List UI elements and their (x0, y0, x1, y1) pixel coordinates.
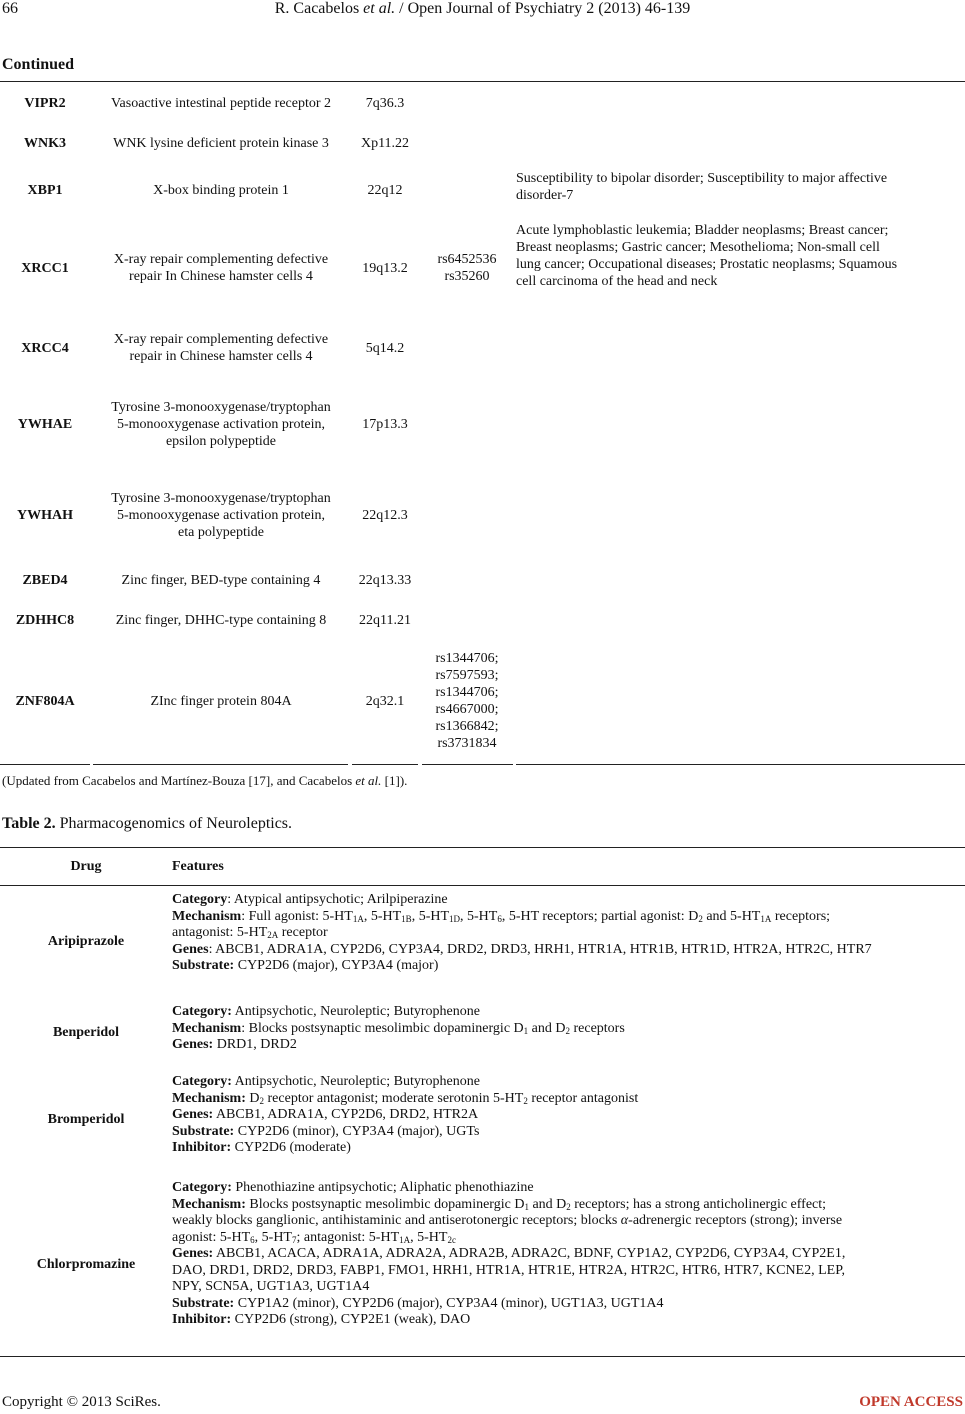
table1-top-rule (0, 81, 965, 82)
gene-locus: 19q13.2 (362, 260, 408, 276)
table1-bottom-rule-3 (352, 764, 418, 765)
gene-snps: rs6452536 rs35260 (437, 252, 497, 284)
table2-col-features: Features (172, 859, 224, 874)
feature-line: Inhibitor: CYP2D6 (moderate) (172, 1140, 351, 1155)
gene-locus: 7q36.3 (365, 95, 405, 111)
page-number: 66 (2, 0, 18, 17)
feature-line: Inhibitor: CYP2D6 (strong), CYP2E1 (weak), DAO (172, 1312, 471, 1327)
table1-bottom-rule-1 (0, 764, 90, 765)
table2-caption-text: Pharmacogenomics of Neuroleptics. (59, 815, 293, 832)
gene-snps: rs1344706; rs7597593; rs1344706; rs4667000; rs1366842; rs3731834 (435, 651, 499, 751)
feature-line: Mechanism: Blocks postsynaptic mesolimbic dopaminergic $D_1$ and $D_2$ receptors (172, 1020, 625, 1036)
feature-line: Substrate: CYP1A2 (minor), CYP2D6 (major), CYP3A4 (minor), UGT1A3, UGT1A4 (172, 1295, 664, 1311)
feature-line: Mechanism: Full agonist: $5-HT_{1A}$, $5-HT_{1B}$, $5-HT_{1D}$, $5-HT_6$, 5-HT receptors; partial agonist: $D_2$ and $5-HT_{1A}$ receptors; (172, 908, 831, 924)
gene-locus: 17p13.3 (362, 416, 408, 432)
gene-name: Tyrosine 3-monooxygenase/tryptophan 5-monooxygenase activation protein, epsilon polypeptide (111, 399, 331, 449)
gene-locus: Xp11.22 (360, 135, 410, 151)
table2-caption-label: Table 2. (2, 815, 56, 832)
gene-symbol: ZBED4 (22, 572, 68, 588)
gene-name: Zinc finger, BED-type containing 4 (121, 572, 321, 588)
table1-row (0, 560, 965, 600)
feature-line: NPY, SCN5A, UGT1A3, UGT1A4 (172, 1279, 370, 1294)
table1-bottom-rule-2 (93, 764, 348, 765)
gene-locus: 22q13.33 (358, 572, 412, 588)
gene-symbol: YWHAH (17, 507, 73, 523)
gene-symbol: VIPR2 (24, 95, 66, 111)
table1-bottom-rule-4 (422, 764, 513, 765)
drug-features (172, 1180, 962, 1329)
gene-symbol: YWHAE (17, 416, 73, 432)
feature-line: Genes: ABCB1, ADRA1A, CYP2D6, CYP3A4, DRD2, DRD3, HRH1, HTR1A, HTR1B, HTR1D, HTR2A, HTR2C, HTR7 (172, 941, 872, 957)
drug-features (172, 892, 962, 975)
gene-disease: Acute lymphoblastic leukemia; Bladder neoplasms; Breast cancer; Breast neoplasms; Gastric cancer; Mesothelioma; Non-small cell lung cancer; Occupational diseases; Prostatic neoplasms; Squamous cell carcinoma of the head and neck (516, 223, 898, 289)
copyright: Copyright © 2013 SciRes. (2, 1394, 161, 1410)
feature-line: agonist: $5-HT_6$, $5-HT_7$; antagonist: $5-HT_{1A}$, $5-HT_{2c}$ (172, 1229, 456, 1245)
gene-locus: 2q32.1 (365, 693, 405, 709)
gene-disease: Susceptibility to bipolar disorder; Susceptibility to major affective disorder-7 (516, 171, 888, 203)
feature-line: Genes: ABCB1, ACACA, ADRA1A, ADRA2A, ADRA2B, ADRA2C, BDNF, CYP1A2, CYP2D6, CYP3A4, CYP2E1, (172, 1246, 846, 1261)
gene-symbol: XRCC4 (21, 340, 69, 356)
gene-locus: 5q14.2 (365, 340, 405, 356)
gene-symbol: ZDHHC8 (15, 612, 75, 628)
feature-line: Substrate: CYP2D6 (major), CYP3A4 (major) (172, 958, 439, 973)
table2-header-rule (0, 885, 965, 886)
gene-name: X-box binding protein 1 (153, 182, 289, 198)
table1-row (0, 470, 965, 560)
drug-name: Aripiprazole (47, 933, 125, 949)
table1-row (0, 124, 965, 162)
feature-line: Substrate: CYP2D6 (minor), CYP3A4 (major), UGTs (172, 1123, 480, 1139)
gene-symbol: ZNF804A (15, 693, 75, 709)
gene-locus: 22q12 (367, 182, 403, 198)
table2-caption (2, 815, 292, 833)
gene-name: ZInc finger protein 804A (150, 693, 292, 709)
feature-line: Mechanism: Blocks postsynaptic mesolimbic dopaminergic $D_1$ and $D_2$ receptors; has a strong anticholinergic effect; (172, 1196, 827, 1212)
drug-features (172, 1004, 962, 1054)
feature-line: Category: Atypical antipsychotic; Arilpiperazine (172, 892, 448, 907)
gene-symbol: XBP1 (27, 182, 63, 198)
drug-name: Chlorpromazine (36, 1256, 136, 1272)
gene-symbol: XRCC1 (21, 260, 69, 276)
drug-name: Benperidol (52, 1024, 120, 1040)
gene-name: X-ray repair complementing defective repair in Chinese hamster cells 4 (113, 332, 329, 364)
table1-row (0, 162, 965, 218)
feature-line: weakly blocks ganglionic, antihistaminic and antiserotonergic receptors; blocks α-adrenergic receptors (strong); inverse (172, 1213, 843, 1228)
gene-name: WNK lysine deficient protein kinase 3 (113, 135, 329, 151)
gene-name: Zinc finger, DHHC-type containing 8 (115, 612, 327, 628)
table2-bottom-rule (0, 1356, 965, 1357)
feature-line: Category: Phenothiazine antipsychotic; Aliphatic phenothiazine (172, 1180, 534, 1195)
gene-name: Vasoactive intestinal peptide receptor 2 (110, 95, 332, 111)
table1-row (0, 640, 965, 762)
table1-row (0, 218, 965, 318)
gene-name: X-ray repair complementing defective repair In Chinese hamster cells 4 (113, 252, 329, 284)
drug-name: Bromperidol (47, 1111, 125, 1127)
table1-row (0, 378, 965, 470)
gene-locus: 22q12.3 (362, 507, 408, 523)
gene-locus: 22q11.21 (359, 612, 411, 628)
feature-line: Genes: DRD1, DRD2 (172, 1037, 297, 1052)
open-access-label: OPEN ACCESS (859, 1394, 963, 1410)
running-title: R. Cacabelos et al. / Open Journal of Psychiatry 2 (2013) 46-139 (274, 0, 691, 17)
table2-col-drug: Drug (70, 859, 102, 874)
feature-line: Category: Antipsychotic, Neuroleptic; Butyrophenone (172, 1004, 480, 1019)
table1-row (0, 318, 965, 378)
continued-label: Continued (2, 56, 75, 73)
feature-line: Mechanism: $D_2$ receptor antagonist; moderate serotonin $5-HT_2$ receptor antagonist (172, 1090, 639, 1106)
feature-line: Genes: ABCB1, ADRA1A, CYP2D6, DRD2, HTR2A (172, 1107, 479, 1122)
table2-top-rule (0, 847, 965, 848)
table1-bottom-rule-5 (516, 764, 965, 765)
gene-name: Tyrosine 3-monooxygenase/tryptophan 5-monooxygenase activation protein, eta polypeptide (111, 490, 331, 540)
feature-line: Category: Antipsychotic, Neuroleptic; Butyrophenone (172, 1074, 480, 1089)
table1-note: (Updated from Cacabelos and Martínez-Bouza [17], and Cacabelos et al. [1]). (2, 773, 408, 788)
table1-row (0, 84, 965, 122)
feature-line: DAO, DRD1, DRD2, DRD3, FABP1, FMO1, HRH1, HTR1A, HTR1E, HTR2A, HTR2C, HTR6, HTR7, KCNE2, LEP, (172, 1262, 845, 1278)
gene-symbol: WNK3 (24, 135, 66, 151)
table1-row (0, 600, 965, 640)
feature-line: antagonist: $5-HT_{2A}$ receptor (172, 925, 328, 940)
drug-features (172, 1074, 962, 1157)
